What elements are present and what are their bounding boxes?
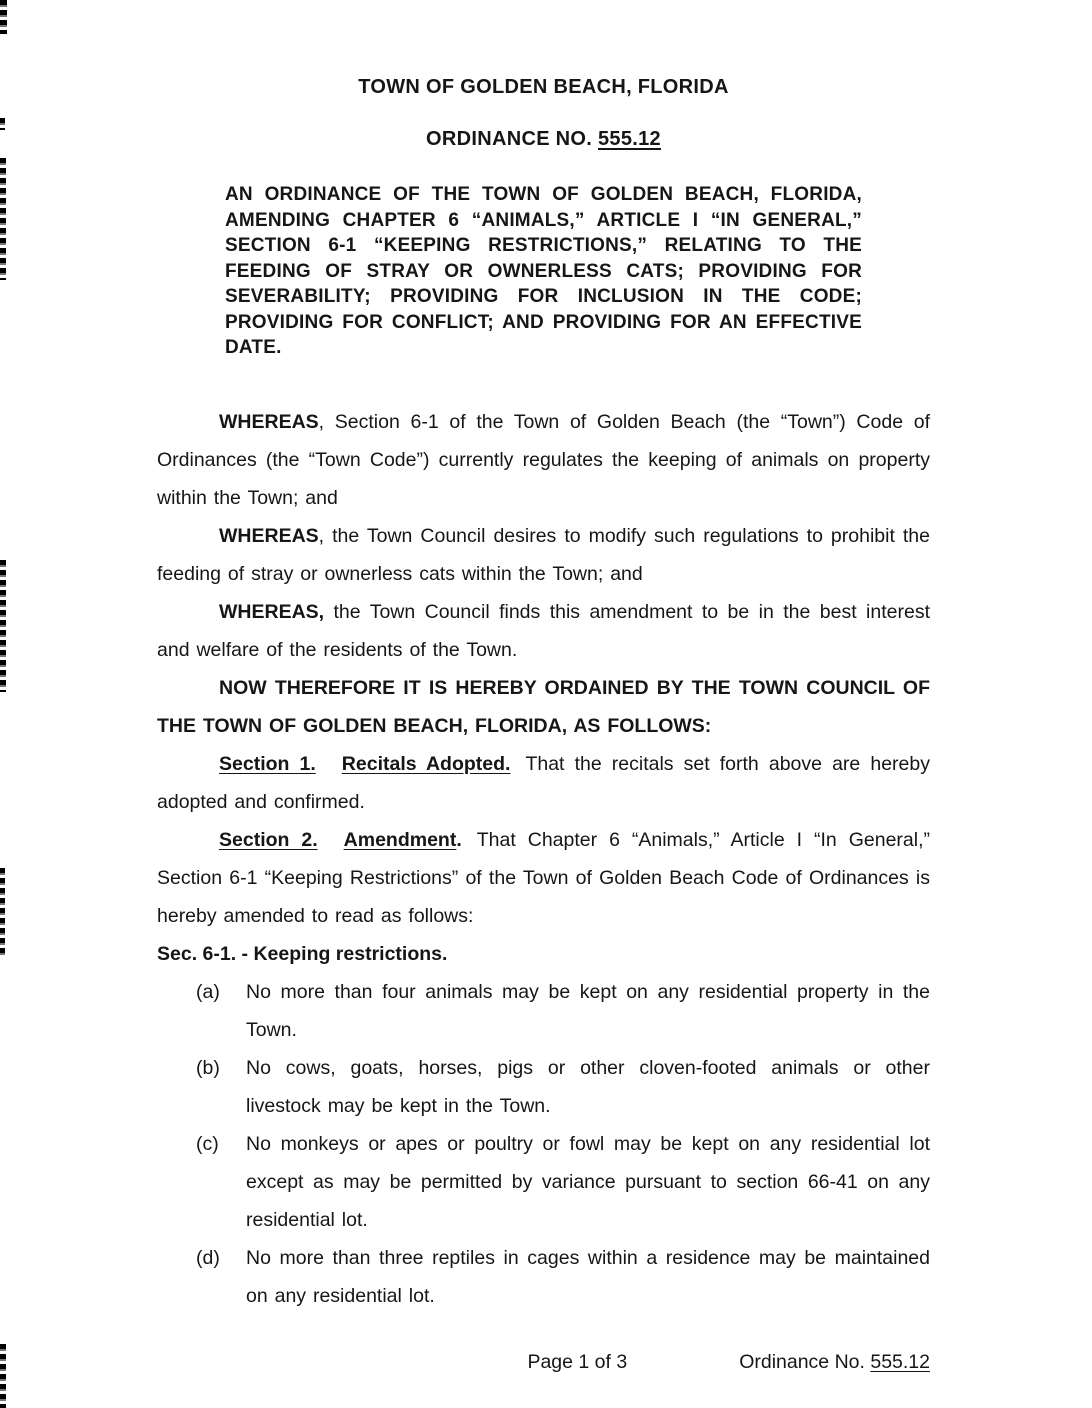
list-item-text: No monkeys or apes or poultry or fowl may be kept on any residential lot except as may be permitted by variance pursuant to section 66-41 on any residential lot. — [246, 1132, 930, 1231]
page-number: Page 1 of 3 — [527, 1351, 628, 1373]
scan-artifact — [0, 560, 6, 692]
whereas-lead: WHEREAS — [219, 524, 319, 547]
section-number: Section 2. — [219, 828, 318, 851]
recital-text: , the Town Council desires to modify such regulations to prohibit the feeding of stray or ownerless cats within the Town; and — [157, 524, 930, 585]
whereas-lead: WHEREAS, — [219, 600, 325, 623]
document-title: TOWN OF GOLDEN BEACH, FLORIDA — [358, 76, 729, 98]
keeping-restrictions-list — [157, 973, 930, 1315]
recital-text: the Town Council finds this amendment to be in the best interest and welfare of the residents of the Town. — [157, 600, 930, 661]
list-item-text: No more than four animals may be kept on any residential property in the Town. — [246, 980, 930, 1041]
list-item-marker: (b) — [196, 1056, 220, 1079]
recital-paragraph-3 — [157, 593, 930, 669]
recital-paragraph-2 — [157, 517, 930, 593]
recital-paragraph-1 — [157, 403, 930, 517]
list-item-b — [157, 1049, 930, 1125]
code-section-heading: Sec. 6-1. - Keeping restrictions. — [157, 942, 448, 965]
scan-artifact — [0, 0, 7, 34]
section-text: That the recitals set forth above are hereby adopted and confirmed. — [157, 752, 930, 813]
section-number: Section 1. — [219, 752, 316, 775]
list-item-marker: (c) — [196, 1132, 219, 1155]
list-item-marker: (d) — [196, 1246, 220, 1269]
scan-artifact — [0, 868, 5, 956]
list-item-text: No more than three reptiles in cages within a residence may be maintained on any residential lot. — [246, 1246, 930, 1307]
section-text: That Chapter 6 “Animals,” Article I “In General,” Section 6-1 “Keeping Restrictions” of the Town of Golden Beach Code of Ordinances is hereby amended to read as follows: — [157, 828, 930, 927]
ordinance-number-value: 555.12 — [598, 128, 661, 150]
footer-ordinance-value: 555.12 — [870, 1351, 930, 1373]
footer-ordinance-number — [739, 1350, 930, 1375]
section-1-paragraph — [157, 745, 930, 821]
list-item-a — [157, 973, 930, 1049]
list-item-d — [157, 1239, 930, 1315]
list-item-marker: (a) — [196, 980, 220, 1003]
scan-artifact — [0, 1344, 6, 1408]
section-heading: Amendment — [343, 828, 457, 851]
section-2-paragraph — [157, 821, 930, 935]
enactment-clause: NOW THEREFORE IT IS HEREBY ORDAINED BY THE TOWN COUNCIL OF THE TOWN OF GOLDEN BEACH, FLORIDA, AS FOLLOWS: — [157, 676, 930, 737]
recital-text: , Section 6-1 of the Town of Golden Beach (the “Town”) Code of Ordinances (the “Town Code”) currently regulates the keeping of animals on property within the Town; and — [157, 410, 930, 509]
page-footer — [157, 1350, 930, 1375]
whereas-lead: WHEREAS — [219, 410, 319, 433]
ordinance-number-heading — [157, 128, 930, 151]
section-heading-period: . — [456, 828, 462, 851]
list-item-text: No cows, goats, horses, pigs or other cloven-footed animals or other livestock may be kept in the Town. — [246, 1056, 930, 1117]
list-item-c — [157, 1125, 930, 1239]
scan-artifact — [0, 118, 5, 130]
section-heading: Recitals Adopted. — [341, 752, 511, 775]
footer-ordinance-label: Ordinance No. — [739, 1351, 871, 1373]
ordinance-number-label: ORDINANCE NO. — [426, 128, 598, 150]
scan-artifact — [0, 158, 6, 280]
ordinance-summary: AN ORDINANCE OF THE TOWN OF GOLDEN BEACH, FLORIDA, AMENDING CHAPTER 6 “ANIMALS,” ARTICLE I “IN GENERAL,” SECTION 6-1 “KEEPING RESTRICTIONS,” RELATING TO THE FEEDING OF STRAY OR OWNERLESS CATS; PROVIDING FOR SEVERABILITY; PROVIDING FOR INCLUSION IN THE CODE; PROVIDING FOR CONFLICT; AND PROVIDING FOR AN EFFECTIVE DATE. — [225, 184, 862, 358]
